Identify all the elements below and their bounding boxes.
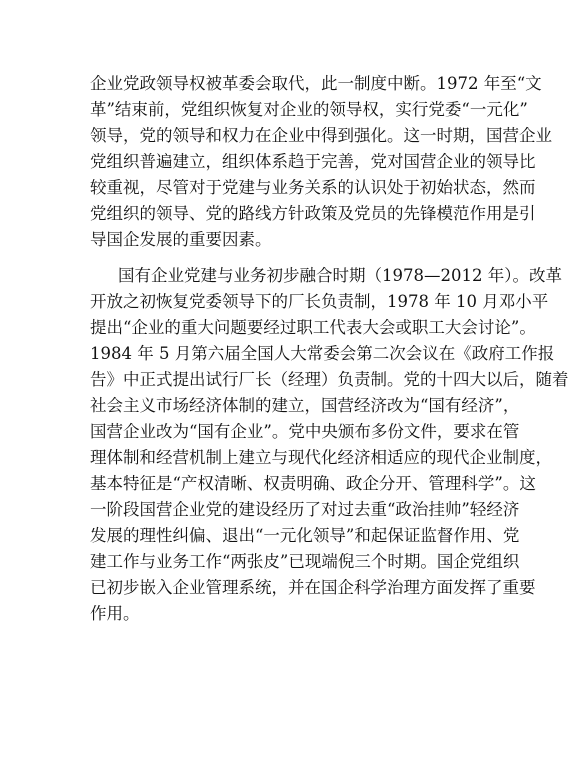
text-line: 党组织普遍建立，组织体系趋于完善，党对国营企业的领导比 [90, 152, 536, 171]
text-line: 社会主义市场经济体制的建立，国营经济改为“国有经济”， [90, 396, 520, 415]
text-line: 党组织的领导、党的路线方针政策及党员的先锋模范作用是引 [90, 204, 536, 223]
text-line: 一阶段国营企业党的建设经历了对过去重“政治挂帅”轻经济 [90, 500, 520, 519]
text-line: 告》中正式提出试行厂长（经理）负责制。党的十四大以后，随着 [90, 370, 569, 389]
paragraph-first-line: 国有企业党建与业务初步融合时期（1978—2012 年）。改革 [118, 266, 562, 285]
text-line: 国营企业改为“国有企业”。党中央颁布多份文件，要求在管 [90, 422, 520, 441]
text-line: 基本特征是“产权清晰、权责明确、政企分开、管理科学”。这 [90, 474, 536, 493]
text-line: 导国企发展的重要因素。 [90, 230, 272, 249]
text-line: 发展的理性纠偏、退出“一元化领导”和起保证监督作用、党 [90, 526, 520, 545]
text-line: 领导，党的领导和权力在企业中得到强化。这一时期，国营企业 [90, 126, 552, 145]
text-line: 企业党政领导权被革委会取代，此一制度中断。1972 年至“文 [90, 74, 542, 93]
text-line: 已初步嵌入企业管理系统，并在国企科学治理方面发挥了重要 [90, 578, 536, 597]
text-line: 1984 年 5 月第六届全国人大常委会第二次会议在《政府工作报 [90, 344, 555, 363]
text-line: 作用。 [90, 604, 140, 623]
text-line: 革”结束前，党组织恢复对企业的领导权，实行党委“一元化” [90, 100, 528, 119]
text-line: 理体制和经营机制上建立与现代化经济相适应的现代企业制度， [90, 448, 552, 467]
text-line: 较重视，尽管对于党建与业务关系的认识处于初始状态，然而 [90, 178, 536, 197]
text-line: 建工作与业务工作“两张皮”已现端倪三个时期。国企党组织 [90, 552, 520, 571]
text-line: 开放之初恢复党委领导下的厂长负责制，1978 年 10 月邓小平 [90, 292, 549, 311]
text-line: 提出“企业的重大问题要经过职工代表大会或职工大会讨论”。 [90, 318, 536, 337]
